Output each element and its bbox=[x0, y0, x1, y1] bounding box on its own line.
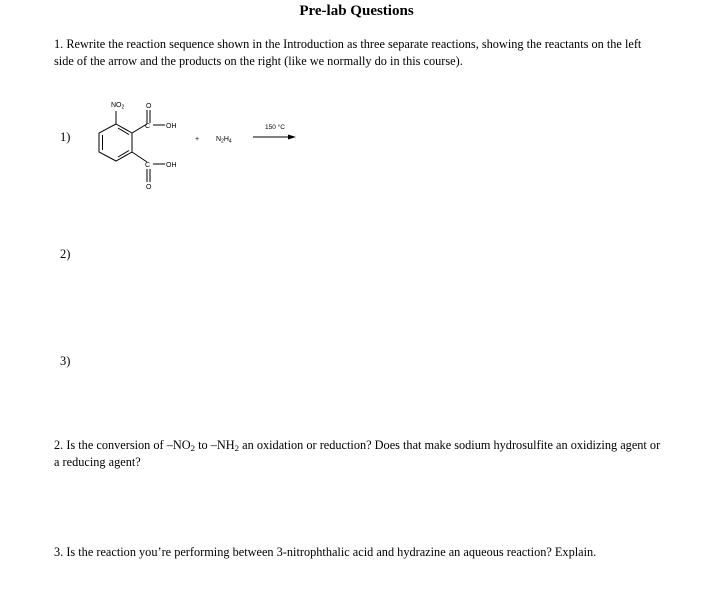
question-3 bbox=[54, 544, 664, 561]
page-title: Pre-lab Questions bbox=[299, 3, 414, 19]
carbonyl-oxygen-bottom: O bbox=[146, 184, 152, 191]
question-3-number: 3. bbox=[54, 545, 64, 559]
ring-double-bond bbox=[118, 128, 129, 135]
reaction-3-label: 3) bbox=[60, 354, 71, 368]
ring-double-bond bbox=[118, 151, 129, 158]
nitro-label: $NO_2$ bbox=[111, 102, 125, 111]
reaction-condition: 150 °C bbox=[265, 124, 285, 131]
question-2-text: Is the conversion of $-NO_2$ to $-NH_2$ an oxidation or reduction? Does that make sodium hydrosulfite an oxidizing agent or a reducing agent? bbox=[54, 438, 661, 469]
plus-sign: + bbox=[195, 136, 200, 143]
reaction-2-label: 2) bbox=[60, 247, 71, 261]
reaction-1-label: 1) bbox=[60, 130, 71, 144]
question-1-text: Rewrite the reaction sequence shown in the Introduction as three separate reactions, showing the reactants on the left side of the arrow and the products on the right (like we normally do in this course). bbox=[54, 37, 642, 68]
question-1-number: 1. bbox=[54, 37, 64, 51]
carboxyl-carbon-top: C bbox=[145, 123, 151, 130]
carboxyl-bond-bottom bbox=[132, 152, 147, 162]
hydroxyl-label-bottom: OH bbox=[166, 162, 177, 169]
question-3-text: Is the reaction you’re performing between 3-nitrophthalic acid and hydrazine an aqueous reaction? Explain. bbox=[66, 545, 597, 559]
benzene-ring bbox=[99, 124, 132, 161]
hydroxyl-label-top: OH bbox=[166, 123, 177, 130]
question-2 bbox=[54, 437, 664, 471]
carbonyl-oxygen-top: O bbox=[146, 103, 152, 110]
hydrazine-formula: $N_2H_4$ bbox=[216, 136, 232, 145]
question-2-number: 2. bbox=[54, 438, 64, 452]
carboxyl-carbon-bottom: C bbox=[145, 162, 151, 169]
arrow-head bbox=[288, 135, 296, 140]
